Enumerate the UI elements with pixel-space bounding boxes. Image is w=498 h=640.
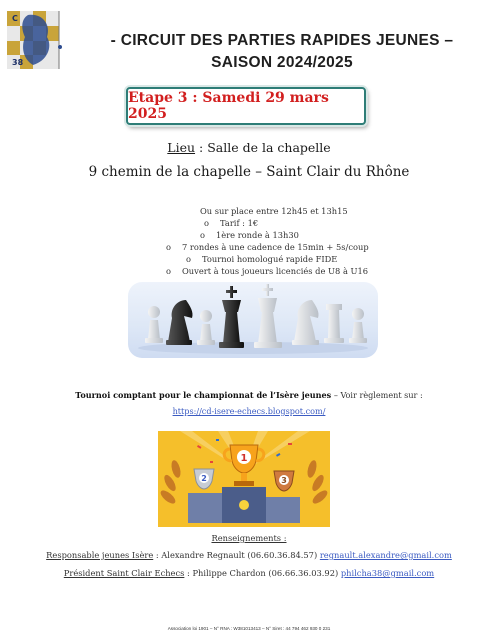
chess-pieces-image [128,282,378,358]
svg-text:3: 3 [281,476,287,485]
bullet-icon: o [166,266,171,276]
detail-text: Ouvert à tous joueurs licenciés de U8 à U16 [182,266,369,276]
contact-person: : Alexandre Regnault (06.60.36.84.57) [153,550,320,560]
detail-text: Tarif : 1€ [220,218,259,228]
svg-text:1: 1 [240,453,248,464]
championship-link-line [0,406,498,416]
championship-note [0,390,498,400]
email-link[interactable]: regnault.alexandre@gmail.com [319,550,452,560]
detail-text: Ou sur place entre 12h45 et 13h15 [200,206,348,216]
contact-role: Responsable jeunes Isère [46,550,154,560]
bullet-icon: o [166,242,171,252]
email-link[interactable]: philcha38@gmail.com [340,568,435,578]
detail-item [200,205,348,217]
chess-pawn-icon [145,306,163,343]
contact-line [0,550,498,560]
trophy-podium-image [158,431,330,527]
bullet-icon: o [200,230,205,240]
venue-separator: : [195,140,208,155]
detail-text: Tournoi homologué rapide FIDE [202,254,338,264]
svg-text:C: C [12,14,18,23]
venue-label: Lieu [167,140,196,155]
svg-text:2: 2 [201,474,207,483]
venue-line [0,140,498,155]
contacts-heading: Renseignements : [211,533,287,543]
rules-link[interactable]: https://cd-isere-echecs.blogspot.com/ [172,406,326,416]
page-title [72,30,492,74]
title-line-2: SAISON 2024/2025 [211,54,353,71]
bullet-icon: o [186,254,191,264]
club-logo [3,7,63,73]
detail-item [166,265,368,277]
venue-name: Salle de la chapelle [207,140,331,155]
detail-item [204,217,258,229]
championship-rest: – Voir règlement sur : [331,390,423,400]
contact-person: : Philippe Chardon (06.66.36.03.92) [184,568,341,578]
detail-item [186,253,337,265]
footer-legal: Association loi 1901 – N° RNA : W381013413 – N° Siret : 44 794 462 930 0 231 [167,626,331,631]
stage-box [126,87,366,125]
bullet-icon: o [204,218,209,228]
championship-bold: Tournoi comptant pour le championnat de l’Isère jeunes [75,390,332,400]
svg-text:38: 38 [12,58,24,67]
detail-item [200,229,299,241]
contact-line [0,568,498,578]
venue-address: 9 chemin de la chapelle – Saint Clair du Rhône [88,164,410,180]
title-line-1: - CIRCUIT DES PARTIES RAPIDES JEUNES – [110,32,454,49]
contact-role: Président Saint Clair Echecs [63,568,185,578]
stage-label: Etape 3 : Samedi 29 mars 2025 [128,90,329,122]
detail-item [166,241,369,253]
detail-text: 1ère ronde à 13h30 [216,230,299,240]
trophy-icon [224,445,264,486]
detail-text: 7 rondes à une cadence de 15min + 5s/coup [182,242,369,252]
